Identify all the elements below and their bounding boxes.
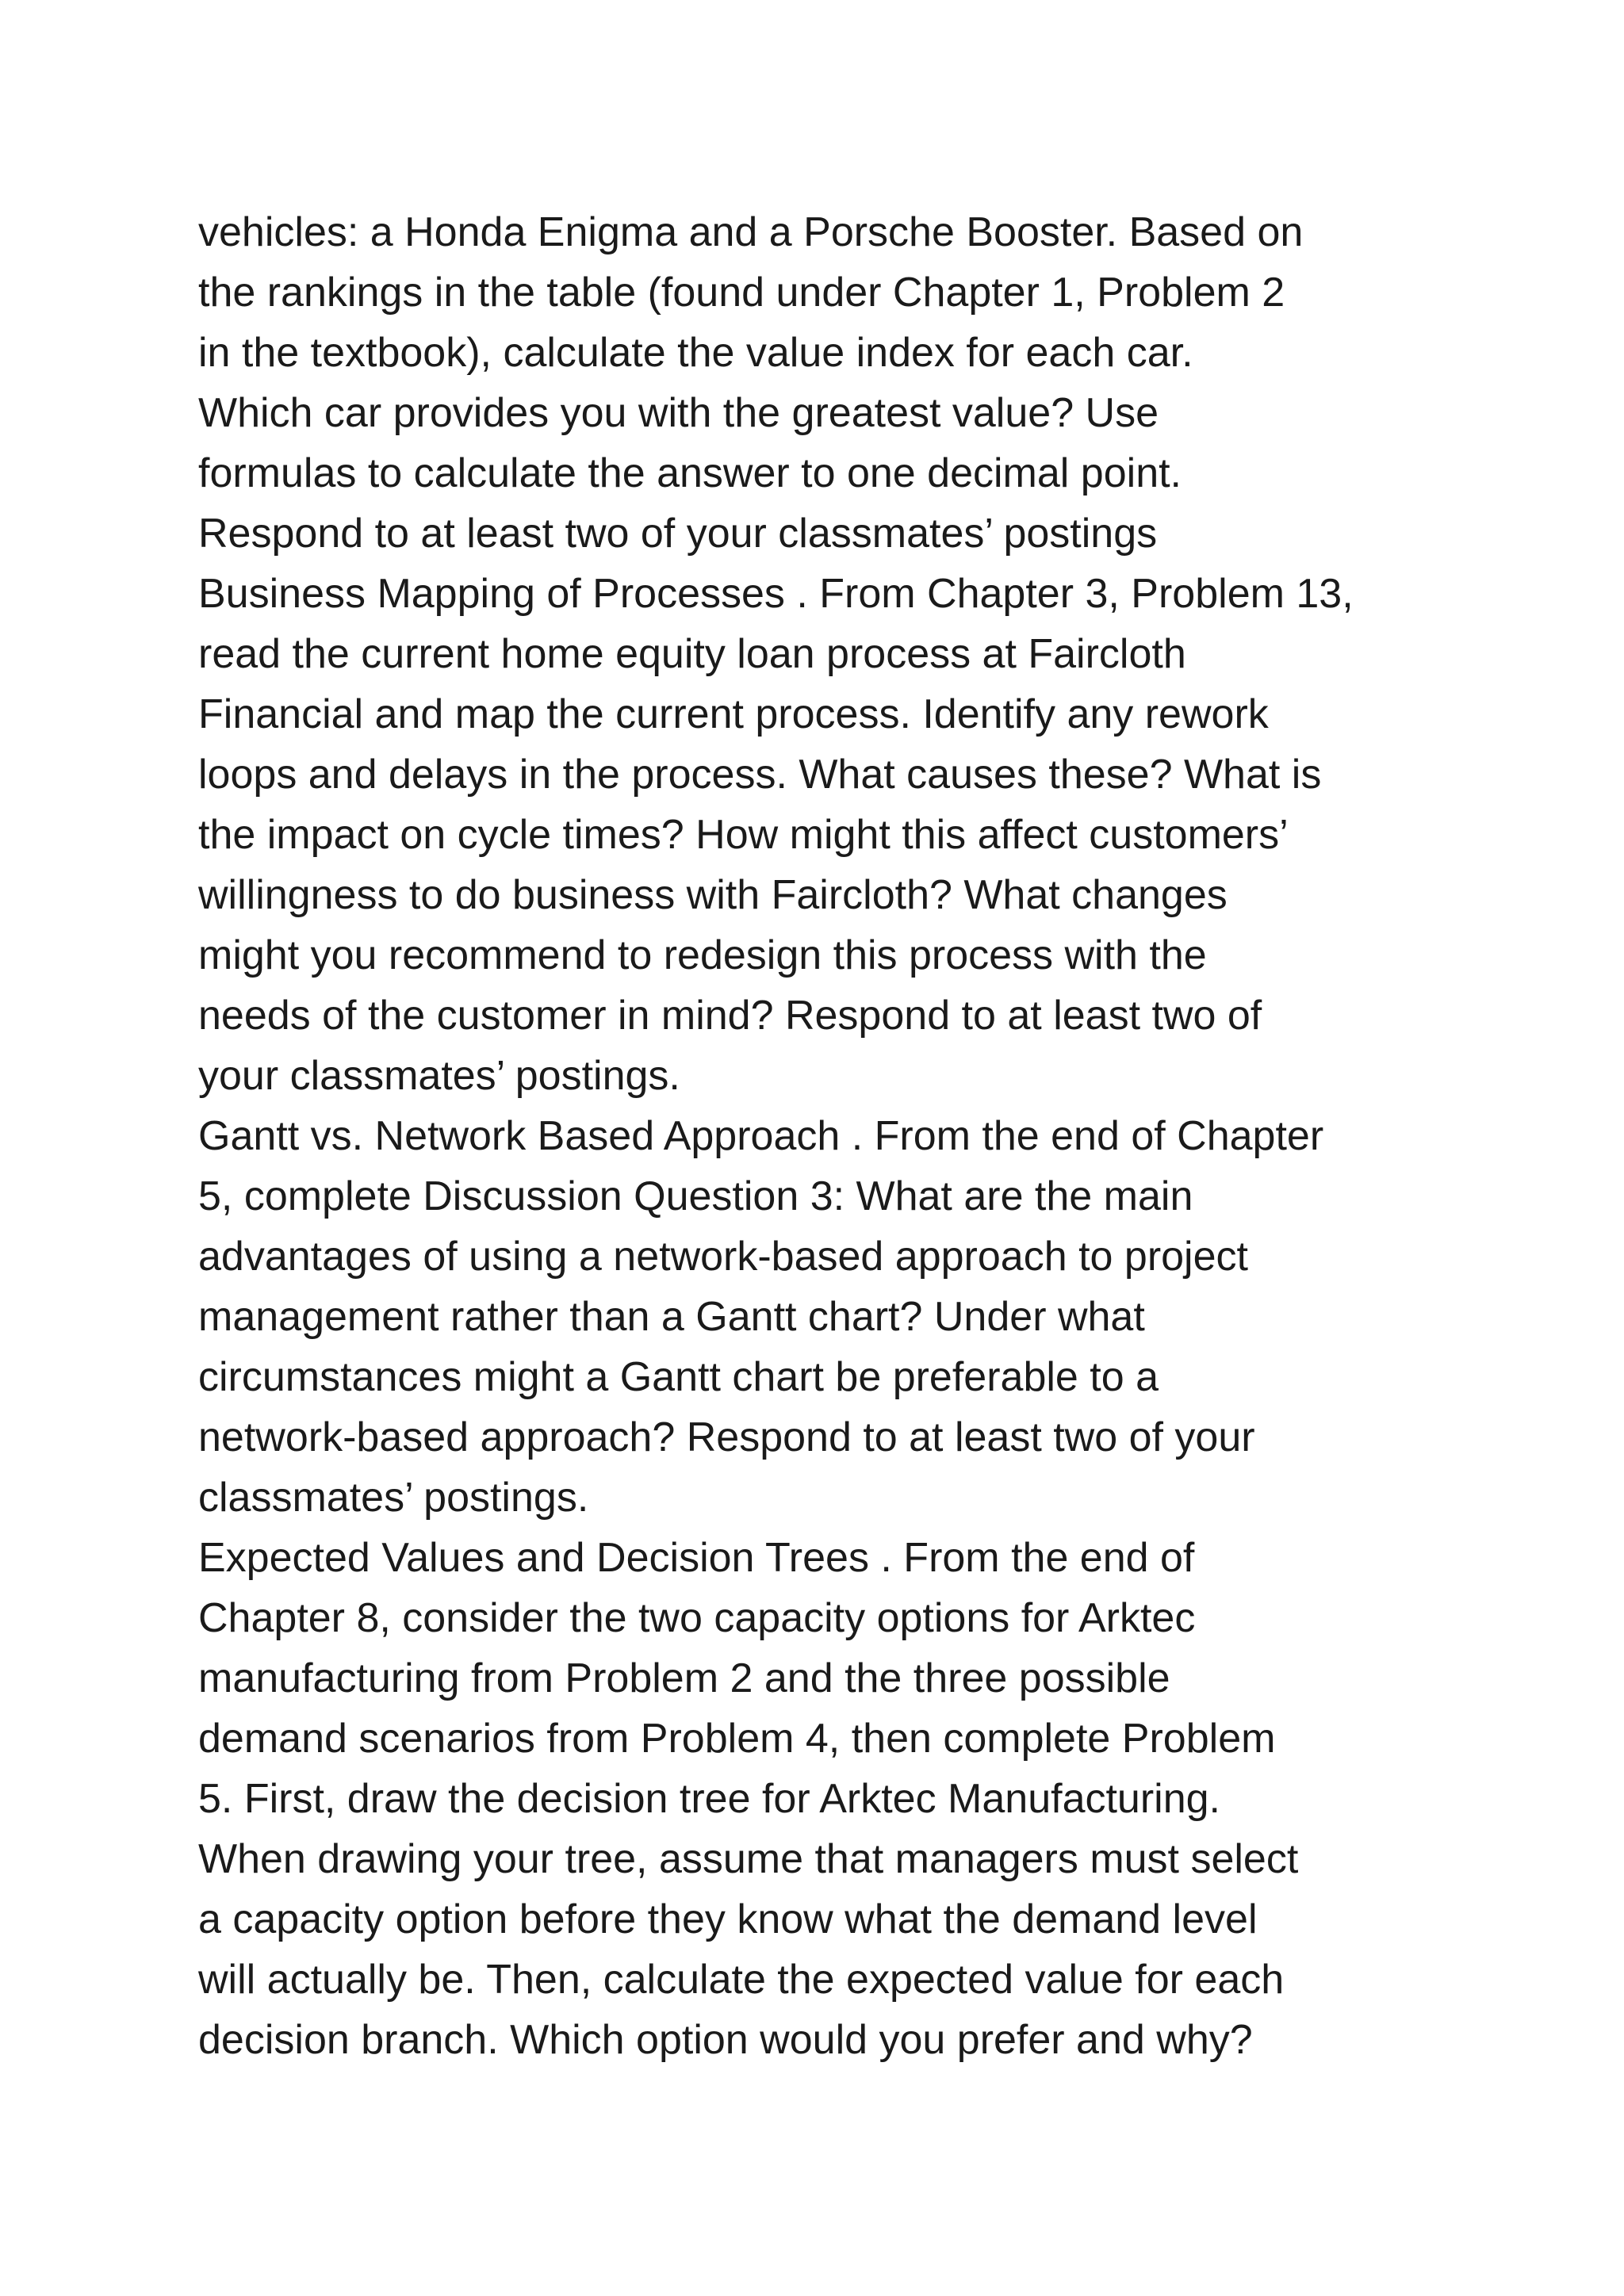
text-line: your classmates’ postings. [198, 1053, 680, 1099]
text-line: needs of the customer in mind? Respond to at least two of [198, 993, 1262, 1039]
text-line: circumstances might a Gantt chart be preferable to a [198, 1354, 1159, 1400]
text-line: manufacturing from Problem 2 and the three possible [198, 1655, 1170, 1701]
text-line: Respond to at least two of your classmates’ postings [198, 511, 1158, 557]
document-body [198, 202, 1562, 2070]
text-line: read the current home equity loan process at Faircloth [198, 631, 1186, 677]
text-line: Business Mapping of Processes . From Chapter 3, Problem 13, [198, 571, 1354, 617]
text-line: vehicles: a Honda Enigma and a Porsche Booster. Based on [198, 209, 1304, 255]
text-line: 5. First, draw the decision tree for Arktec Manufacturing. [198, 1776, 1221, 1822]
text-line: classmates’ postings. [198, 1475, 589, 1521]
text-line: a capacity option before they know what the demand level [198, 1896, 1258, 1942]
text-line: 5, complete Discussion Question 3: What are the main [198, 1173, 1193, 1219]
text-line: Gantt vs. Network Based Approach . From the end of Chapter [198, 1113, 1324, 1159]
text-line: Expected Values and Decision Trees . From the end of [198, 1535, 1195, 1581]
text-line: Which car provides you with the greatest value? Use [198, 390, 1159, 436]
text-line: willingness to do business with Faircloth? What changes [198, 872, 1228, 918]
text-line: network-based approach? Respond to at least two of your [198, 1414, 1255, 1460]
text-line: decision branch. Which option would you prefer and why? [198, 2017, 1253, 2063]
text-line: demand scenarios from Problem 4, then complete Problem [198, 1716, 1276, 1762]
text-line: Financial and map the current process. Identify any rework [198, 691, 1269, 737]
text-line: management rather than a Gantt chart? Under what [198, 1294, 1145, 1340]
text-line: When drawing your tree, assume that managers must select [198, 1836, 1299, 1882]
text-line: the impact on cycle times? How might this affect customers’ [198, 812, 1289, 858]
text-line: loops and delays in the process. What causes these? What is [198, 752, 1322, 798]
text-line: will actually be. Then, calculate the expected value for each [198, 1957, 1285, 2003]
text-line: might you recommend to redesign this process with the [198, 932, 1207, 978]
text-line: advantages of using a network-based approach to project [198, 1234, 1248, 1280]
text-line: the rankings in the table (found under Chapter 1, Problem 2 [198, 270, 1285, 316]
text-line: Chapter 8, consider the two capacity options for Arktec [198, 1595, 1196, 1641]
text-line: formulas to calculate the answer to one decimal point. [198, 450, 1182, 496]
text-line: in the textbook), calculate the value index for each car. [198, 330, 1193, 376]
